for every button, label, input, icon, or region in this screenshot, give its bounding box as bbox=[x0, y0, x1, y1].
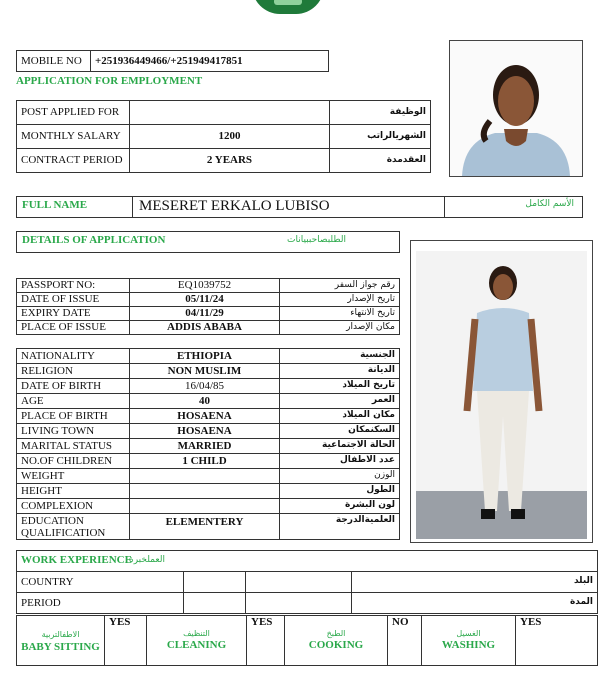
work-title: WORK EXPERIENCE bbox=[21, 554, 132, 566]
personal-label: PLACE OF BIRTH bbox=[17, 409, 130, 424]
personal-ar: لون البشرة bbox=[280, 499, 400, 514]
personal-ar: الوزن bbox=[280, 469, 400, 484]
personal-label: AGE bbox=[17, 394, 130, 409]
passport-value: EQ1039752 bbox=[130, 279, 280, 293]
personal-ar: الديانة bbox=[280, 364, 400, 379]
skill-ar: الغسيل bbox=[456, 629, 481, 639]
skill-ar: التنظيف bbox=[183, 629, 210, 639]
personal-value: NON MUSLIM bbox=[130, 364, 280, 379]
portrait-photo bbox=[449, 40, 583, 177]
passport-label: PASSPORT NO: bbox=[17, 279, 130, 293]
details-header bbox=[16, 231, 400, 253]
work-experience bbox=[16, 550, 598, 670]
emp-ar: الشهريالراتب bbox=[330, 125, 431, 149]
skill-cell bbox=[147, 616, 247, 666]
work-header bbox=[16, 550, 598, 572]
passport-ar: رقم جواز السفر bbox=[280, 279, 400, 293]
personal-label: WEIGHT bbox=[17, 469, 130, 484]
full-name-label: FULL NAME bbox=[22, 199, 88, 211]
emp-label: POST APPLIED FOR bbox=[17, 101, 130, 125]
skill-en: CLEANING bbox=[166, 638, 227, 651]
full-body-photo bbox=[410, 240, 593, 543]
full-name-value: MESERET ERKALO LUBISO bbox=[139, 198, 330, 214]
skill-cell bbox=[17, 616, 105, 666]
personal-label: DATE OF BIRTH bbox=[17, 379, 130, 394]
personal-ar: تاريخ الميلاد bbox=[280, 379, 400, 394]
country-label: COUNTRY bbox=[17, 572, 184, 593]
full-name-row bbox=[16, 196, 583, 218]
personal-value: HOSAENA bbox=[130, 409, 280, 424]
personal-ar: عدد الاطفال bbox=[280, 454, 400, 469]
application-title: APPLICATION FOR EMPLOYMENT bbox=[16, 75, 203, 87]
skill-en: BABY SITTING bbox=[21, 640, 100, 653]
full-name-ar: الأسم الكامل bbox=[525, 199, 574, 209]
skill-cell bbox=[285, 616, 388, 666]
personal-value: ELEMENTERY bbox=[130, 514, 280, 540]
personal-value: 1 CHILD bbox=[130, 454, 280, 469]
personal-value: HOSAENA bbox=[130, 424, 280, 439]
personal-ar: الطول bbox=[280, 484, 400, 499]
details-ar: الطلبصاحببيانات bbox=[287, 235, 347, 245]
passport-label: PLACE OF ISSUE bbox=[17, 321, 130, 335]
personal-value bbox=[130, 469, 280, 484]
mobile-label: MOBILE NO bbox=[17, 51, 91, 72]
skill-ar: الاطفالتربية bbox=[41, 629, 80, 639]
emp-value: 1200 bbox=[130, 125, 330, 149]
personal-ar: الجنسية bbox=[280, 349, 400, 364]
passport-value: 04/11/29 bbox=[130, 307, 280, 321]
logo bbox=[252, 0, 324, 14]
personal-label: HEIGHT bbox=[17, 484, 130, 499]
mobile-value: +251936449466/+251949417851 bbox=[91, 51, 329, 72]
skill-en: WASHING bbox=[441, 638, 496, 651]
skill-answer: YES bbox=[247, 616, 285, 666]
personal-ar: العلميةالدرجة bbox=[280, 514, 400, 540]
personal-ar: العمر bbox=[280, 394, 400, 409]
country-ar: البلد bbox=[352, 572, 598, 593]
personal-value: 40 bbox=[130, 394, 280, 409]
emp-label: CONTRACT PERIOD bbox=[17, 149, 130, 173]
mobile-table bbox=[16, 50, 329, 72]
personal-value bbox=[130, 499, 280, 514]
passport-label: DATE OF ISSUE bbox=[17, 293, 130, 307]
personal-label: COMPLEXION bbox=[17, 499, 130, 514]
skill-answer: NO bbox=[388, 616, 422, 666]
passport-ar: مكان الإصدار bbox=[280, 321, 400, 335]
emp-label: MONTHLY SALARY bbox=[17, 125, 130, 149]
personal-label: NO.OF CHILDREN bbox=[17, 454, 130, 469]
passport-table bbox=[16, 278, 400, 335]
emp-ar: الوظيفة bbox=[330, 101, 431, 125]
personal-label: EDUCATION QUALIFICATION bbox=[17, 514, 130, 540]
personal-value: 16/04/85 bbox=[130, 379, 280, 394]
skills-table bbox=[16, 615, 598, 666]
personal-label: MARITAL STATUS bbox=[17, 439, 130, 454]
personal-label: LIVING TOWN bbox=[17, 424, 130, 439]
emp-value: 2 YEARS bbox=[130, 149, 330, 173]
personal-table bbox=[16, 348, 400, 540]
personal-value bbox=[130, 484, 280, 499]
period-label: PERIOD bbox=[17, 593, 184, 614]
work-table bbox=[16, 571, 598, 614]
skill-en: COOKING bbox=[308, 638, 364, 651]
skill-ar: الطبخ bbox=[326, 629, 346, 639]
personal-ar: الحالة الاجتماعية bbox=[280, 439, 400, 454]
personal-ar: مكان الميلاد bbox=[280, 409, 400, 424]
passport-ar: تاريخ الانتهاء bbox=[280, 307, 400, 321]
passport-value: 05/11/24 bbox=[130, 293, 280, 307]
emp-ar: العقدمدة bbox=[330, 149, 431, 173]
emp-value bbox=[130, 101, 330, 125]
skill-answer: YES bbox=[105, 616, 147, 666]
passport-ar: تاريخ الإصدار bbox=[280, 293, 400, 307]
personal-label: NATIONALITY bbox=[17, 349, 130, 364]
period-ar: المدة bbox=[352, 593, 598, 614]
skill-cell bbox=[422, 616, 516, 666]
details-label: DETAILS OF APPLICATION bbox=[22, 234, 166, 246]
personal-label: RELIGION bbox=[17, 364, 130, 379]
employment-table bbox=[16, 100, 431, 173]
work-title-ar: العملخبرة bbox=[129, 555, 165, 565]
personal-value: ETHIOPIA bbox=[130, 349, 280, 364]
passport-label: EXPIRY DATE bbox=[17, 307, 130, 321]
passport-value: ADDIS ABABA bbox=[130, 321, 280, 335]
personal-value: MARRIED bbox=[130, 439, 280, 454]
personal-ar: السكنمكان bbox=[280, 424, 400, 439]
skill-answer: YES bbox=[516, 616, 598, 666]
